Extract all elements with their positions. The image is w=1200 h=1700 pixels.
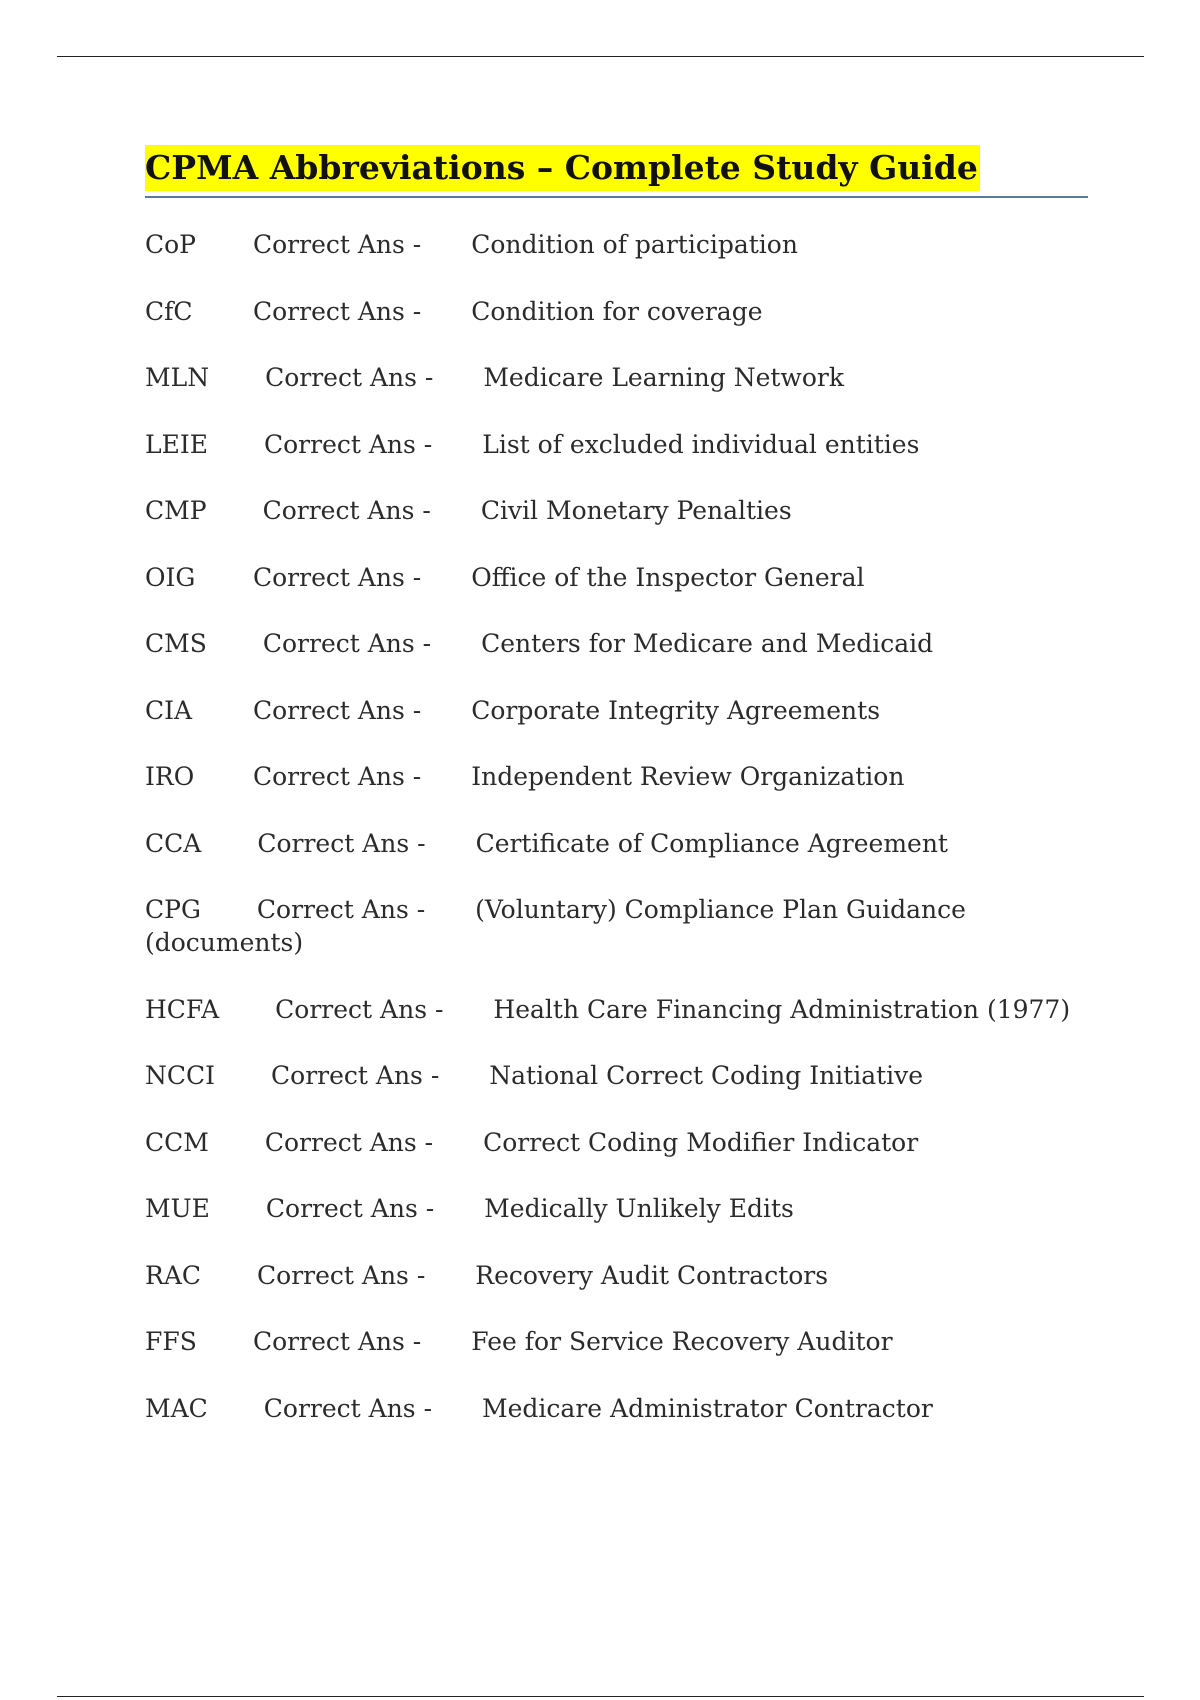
list-item [145,1392,1095,1425]
entry-answer-label: Correct Ans - [257,828,426,858]
entry-abbreviation: CPG [145,895,201,924]
entry-definition: Medicare Administrator Contractor [482,1393,933,1423]
entry-definition: Fee for Service Recovery Auditor [471,1327,893,1356]
entry-abbreviation: IRO [145,762,195,791]
abbreviation-list [145,228,1095,1458]
entry-definition: Recovery Audit Contractors [475,1260,829,1290]
entry-definition: Correct Coding Modifier Indicator [483,1127,919,1157]
list-item [145,827,1095,860]
entry-answer-label: Correct Ans - [264,1127,434,1157]
entry-answer-label: Correct Ans - [253,296,422,326]
entry-definition: Health Care Financing Administration (1977) [493,994,1071,1024]
list-item [145,760,1095,793]
entry-answer-label: Correct Ans - [263,429,433,459]
entry-abbreviation: MAC [145,1393,208,1423]
entry-definition: Condition for coverage [471,296,763,326]
list-item [145,295,1095,328]
entry-abbreviation: CoP [145,230,197,259]
entry-abbreviation: CMS [145,629,207,658]
entry-definition: Medicare Learning Network [483,363,844,392]
title-underline [145,196,1088,198]
entry-definition: (Voluntary) Compliance Plan Guidance (documents) [145,895,966,957]
entry-abbreviation: MUE [145,1194,210,1223]
entry-abbreviation: MLN [145,363,210,392]
list-item [145,1059,1095,1092]
entry-abbreviation: CfC [145,296,193,326]
entry-answer-label: Correct Ans - [271,1061,440,1090]
entry-answer-label: Correct Ans - [253,230,422,259]
entry-abbreviation: FFS [145,1327,197,1356]
entry-answer-label: Correct Ans - [256,895,426,924]
list-item [145,494,1095,527]
list-item [145,1325,1095,1358]
page-bottom-rule [57,1696,1144,1697]
list-item [145,428,1095,461]
entry-definition: Centers for Medicare and Medicaid [481,629,934,658]
entry-answer-label: Correct Ans - [253,562,422,592]
list-item [145,694,1095,727]
page-top-rule [57,56,1144,57]
list-item [145,561,1095,594]
entry-answer-label: Correct Ans - [262,496,431,525]
entry-answer-label: Correct Ans - [253,762,422,791]
entry-abbreviation: NCCI [145,1061,216,1090]
list-item [145,228,1095,261]
list-item [145,361,1095,394]
entry-abbreviation: CCM [145,1127,209,1157]
entry-answer-label: Correct Ans - [263,1393,433,1423]
entry-definition: Medically Unlikely Edits [484,1194,794,1223]
entry-definition: Civil Monetary Penalties [480,496,792,525]
list-item [145,1259,1095,1292]
entry-answer-label: Correct Ans - [275,994,444,1024]
list-item [145,893,975,959]
list-item [145,993,1095,1026]
entry-definition: List of excluded individual entities [482,429,920,459]
entry-definition: Office of the Inspector General [471,562,865,592]
entry-definition: Condition of participation [471,230,798,259]
entry-answer-label: Correct Ans - [253,695,422,725]
entry-definition: Corporate Integrity Agreements [471,695,881,725]
entry-abbreviation: CCA [145,828,202,858]
entry-answer-label: Correct Ans - [257,1260,426,1290]
entry-abbreviation: OIG [145,562,196,592]
title-block [145,145,980,191]
entry-answer-label: Correct Ans - [262,629,432,658]
list-item [145,1126,1095,1159]
entry-answer-label: Correct Ans - [253,1327,422,1356]
entry-definition: Independent Review Organization [471,762,905,791]
list-item [145,627,1095,660]
entry-definition: National Correct Coding Initiative [489,1061,924,1090]
entry-abbreviation: LEIE [145,429,208,459]
entry-abbreviation: CMP [145,496,207,525]
entry-abbreviation: RAC [145,1260,202,1290]
entry-answer-label: Correct Ans - [265,1194,435,1223]
entry-abbreviation: HCFA [145,994,220,1024]
page-title: CPMA Abbreviations – Complete Study Guide [145,145,980,191]
entry-abbreviation: CIA [145,695,193,725]
entry-answer-label: Correct Ans - [265,363,434,392]
list-item [145,1192,1095,1225]
entry-definition: Certificate of Compliance Agreement [475,828,948,858]
